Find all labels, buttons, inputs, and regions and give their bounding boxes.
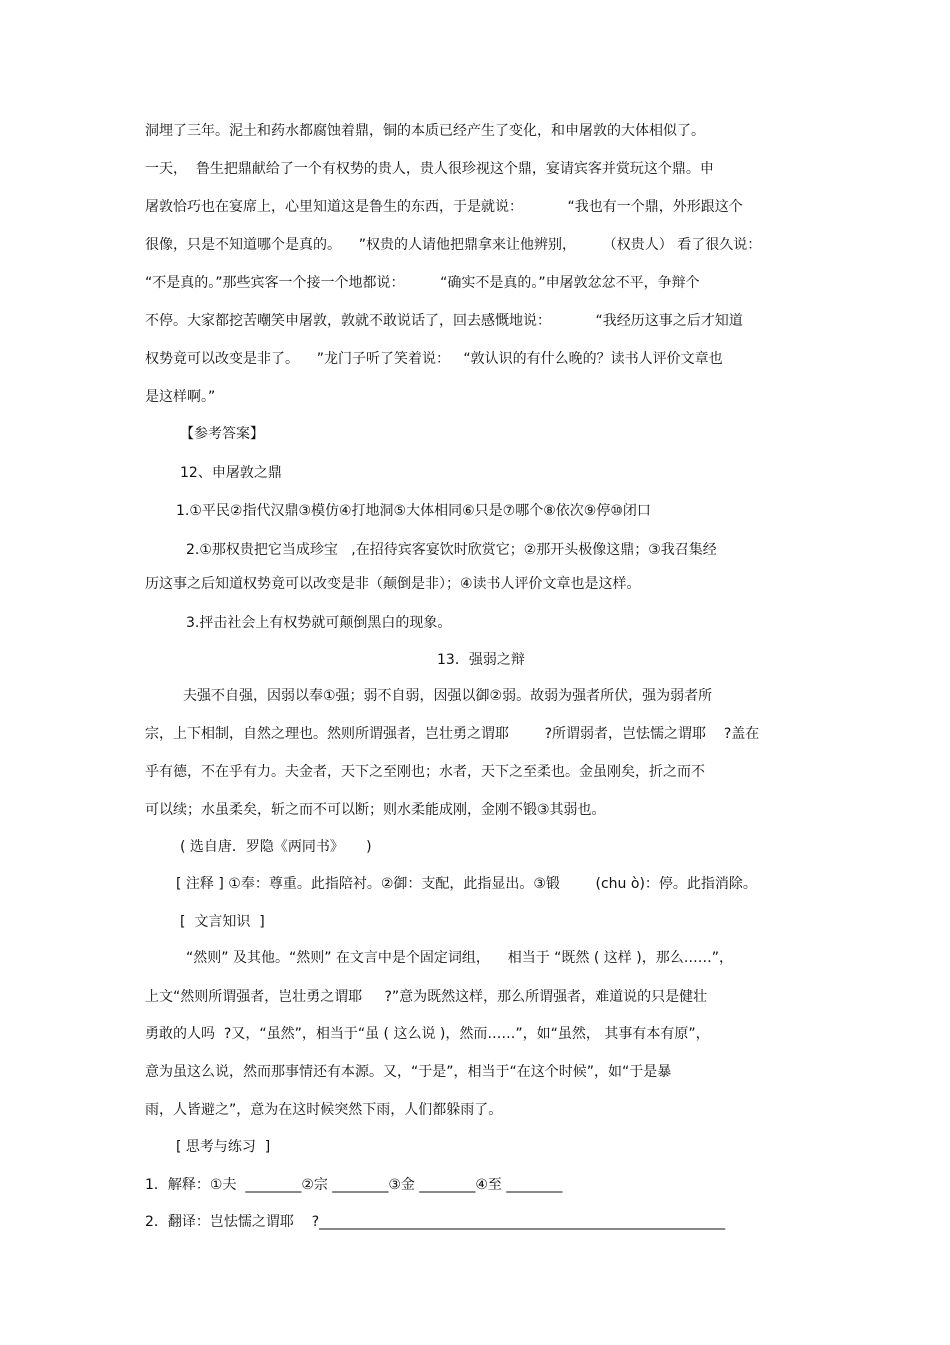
knowledge-line: 上文“然则所谓强者，岂壮勇之谓耶 ?”意为既然这样，那么所谓强者，难道说的只是健壮 bbox=[145, 989, 708, 1005]
story-line: 很像，只是不知道哪个是真的。 ”权贵的人请他把鼎拿来让他辨别， （权贵人） 看了很久说： bbox=[145, 237, 762, 253]
essay-line: 夫强不自强，因弱以奉①强；弱不自弱，因强以御②弱。故弱为强者所伏，强为弱者所 bbox=[183, 688, 713, 704]
answer-title: 12、申屠敦之鼎 bbox=[180, 465, 282, 481]
story-line: 一天， 鲁生把鼎献给了一个有权势的贵人，贵人很珍视这个鼎，宴请宾客并赏玩这个鼎。申 bbox=[145, 161, 714, 177]
exercise-heading: [ 思考与练习 ] bbox=[176, 1139, 271, 1155]
source-line: ( 选自唐．罗隐《两同书》 ) bbox=[180, 839, 372, 855]
story-line: 洞埋了三年。泥土和药水都腐蚀着鼎，铜的本质已经产生了变化，和申屠敦的大体相似了。 bbox=[145, 123, 705, 139]
knowledge-line: “然则” 及其他。“然则” 在文言中是个固定词组， 相当于 “既然 ( 这样 )，那么……”， bbox=[186, 950, 733, 966]
essay-title: 13．强弱之辩 bbox=[437, 652, 525, 668]
answer-line: 1.①平民②指代汉鼎③模仿④打地洞⑤大体相同⑥只是⑦哪个⑧依次⑨停⑩闭口 bbox=[176, 503, 651, 519]
answer-line: 3.抨击社会上有权势就可颠倒黑白的现象。 bbox=[186, 615, 452, 631]
answer-line: 历这事之后知道权势竟可以改变是非（颠倒是非）；④读书人评价文章也是这样。 bbox=[145, 576, 641, 592]
knowledge-line: 勇敢的人吗 ?又，“虽然”，相当于“虽 ( 这么说 )，然而……”，如“虽然， 其事有本有原”， bbox=[145, 1026, 710, 1042]
exercise-line: 1．解释：①夫 ________②宗 ________③金 ________④至 ________ bbox=[145, 1177, 563, 1193]
knowledge-line: 意为虽这么说，然而那事情还有本源。又，“于是”，相当于“在这个时候”，如“于是暴 bbox=[145, 1064, 672, 1080]
story-line: 屠敦恰巧也在宴席上，心里知道这是鲁生的东西，于是就说： “我也有一个鼎，外形跟这个 bbox=[145, 199, 743, 215]
story-line: 是这样啊。” bbox=[145, 389, 216, 405]
essay-line: 乎有德，不在乎有力。夫金者，天下之至刚也；水者，天下之至柔也。金虽刚矣，折之而不 bbox=[145, 764, 705, 780]
story-line: 权势竟可以改变是非了。 ”龙门子听了笑着说： “敦认识的有什么晚的？读书人评价文章也 bbox=[145, 351, 723, 367]
knowledge-heading: [ 文言知识 ] bbox=[180, 914, 265, 930]
story-line: 不停。大家都挖苦嘲笑申屠敦，敦就不敢说话了，回去感慨地说： “我经历这事之后才知道 bbox=[145, 313, 743, 329]
answer-line: 2.①那权贵把它当成珍宝 ,在招待宾客宴饮时欣赏它；②那开头极像这鼎；③我召集经 bbox=[186, 542, 717, 558]
essay-line: 可以续；水虽柔矣，斩之而不可以断；则水柔能成刚，金刚不锻③其弱也。 bbox=[145, 802, 606, 818]
answer-heading: 【参考答案】 bbox=[180, 426, 264, 442]
exercise-line: 2．翻译：岂怯懦之谓耶 ?__________________________________________________________ bbox=[145, 1214, 726, 1230]
knowledge-line: 雨，人皆避之”，意为在这时候突然下雨，人们都躲雨了。 bbox=[145, 1102, 503, 1118]
notes-line: [ 注释 ] ①奉：尊重。此指陪衬。②御：支配，此指显出。③锻 (chu ò)：停。此指消除。 bbox=[176, 876, 757, 892]
essay-line: 宗，上下相制，自然之理也。然则所谓强者，岂壮勇之谓耶 ?所谓弱者，岂怯懦之谓耶 ?盖在 bbox=[145, 726, 760, 742]
story-line: “不是真的。”那些宾客一个接一个地都说： “确实不是真的。”申屠敦忿忿不平，争辩个 bbox=[145, 275, 700, 291]
